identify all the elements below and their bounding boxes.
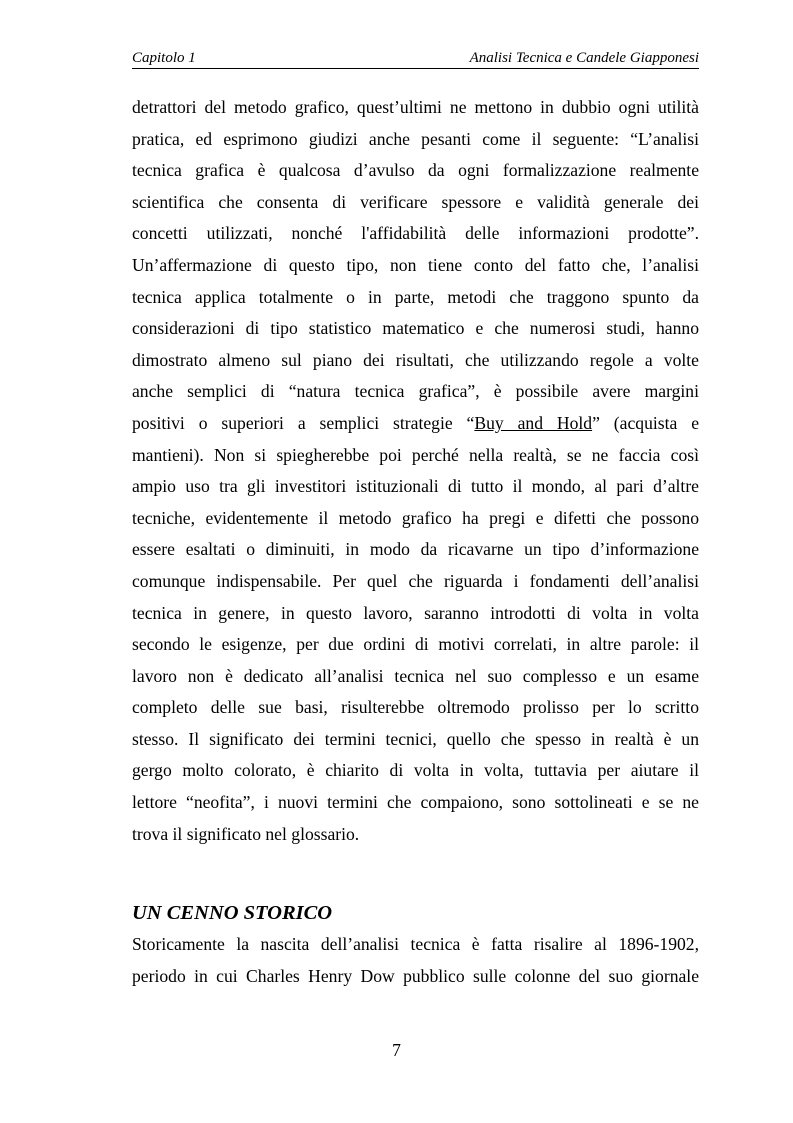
text-line: essere esaltati o diminuiti, in modo da ricavarne un tipo d’informazione [132, 539, 699, 560]
text-line: detrattori del metodo grafico, quest’ultimi ne mettono in dubbio ogni utilità [132, 97, 699, 117]
text-line: mantieni). Non si spiegherebbe poi perché nella realtà, se ne faccia così [132, 444, 699, 465]
text-line: gergo molto colorato, è chiarito di volta in volta, tuttavia per aiutare il [132, 760, 699, 781]
body-paragraph-2 [132, 929, 699, 992]
glossary-term-buy-and-hold[interactable]: Buy and Hold [474, 412, 593, 433]
text-line: tecnica in genere, in questo lavoro, saranno introdotti di volta in volta [132, 602, 699, 623]
text-line: ampio uso tra gli investitori istituzionali di tutto il mondo, al pari d’altre [132, 476, 699, 497]
text-line: anche semplici di “natura tecnica grafica”, è possibile avere margini [132, 381, 699, 402]
text-line: completo delle sue basi, risulterebbe oltremodo prolisso per lo scritto [132, 697, 699, 718]
text-line: lettore “neofita”, i nuovi termini che compaiono, sono sottolineati e se ne [132, 792, 699, 813]
text-line: tecnica applica totalmente o in parte, metodi che traggono spunto da [132, 286, 699, 307]
text-line: lavoro non è dedicato all’analisi tecnica nel suo complesso e un esame [132, 665, 699, 686]
text-line: Storicamente la nascita dell’analisi tecnica è fatta risalire al 1896-1902, [132, 934, 699, 954]
text-line-with-term [132, 408, 699, 440]
body-paragraph-1 [132, 92, 699, 850]
text-line: scientifica che consenta di verificare spessore e validità generale dei [132, 191, 699, 212]
text-line: stesso. Il significato dei termini tecnici, quello che spesso in realtà è un [132, 728, 699, 749]
text-line: trova il significato nel glossario. [132, 823, 360, 844]
text-line: periodo in cui Charles Henry Dow pubblico sulle colonne del suo giornale [132, 965, 699, 986]
section-heading: UN CENNO STORICO [132, 902, 333, 924]
text-line: pratica, ed esprimono giudizi anche pesanti come il seguente: “L’analisi [132, 128, 699, 149]
text-line: tecnica grafica è qualcosa d’avulso da ogni formalizzazione realmente [132, 160, 699, 181]
text-line: comunque indispensabile. Per quel che riguarda i fondamenti dell’analisi [132, 570, 699, 591]
running-header [132, 48, 699, 69]
header-title: Analisi Tecnica e Candele Giapponesi [469, 50, 699, 66]
page-number: 7 [392, 1040, 401, 1060]
text-line: dimostrato almeno sul piano dei risultati, che utilizzando regole a volte [132, 349, 699, 370]
text-line: secondo le esigenze, per due ordini di motivi correlati, in altre parole: il [132, 634, 699, 655]
text-line: considerazioni di tipo statistico matematico e che numerosi studi, hanno [132, 318, 699, 339]
text-fragment: positivi o superiori a semplici strategie “ [132, 412, 475, 433]
text-line: concetti utilizzati, nonché l'affidabilità delle informazioni prodotte”. [132, 223, 699, 244]
text-fragment: ” (acquista e [592, 412, 700, 433]
header-chapter: Capitolo 1 [132, 50, 196, 66]
text-line: tecniche, evidentemente il metodo grafico ha pregi e difetti che possono [132, 507, 699, 528]
text-line: Un’affermazione di questo tipo, non tiene conto del fatto che, l’analisi [132, 254, 699, 275]
